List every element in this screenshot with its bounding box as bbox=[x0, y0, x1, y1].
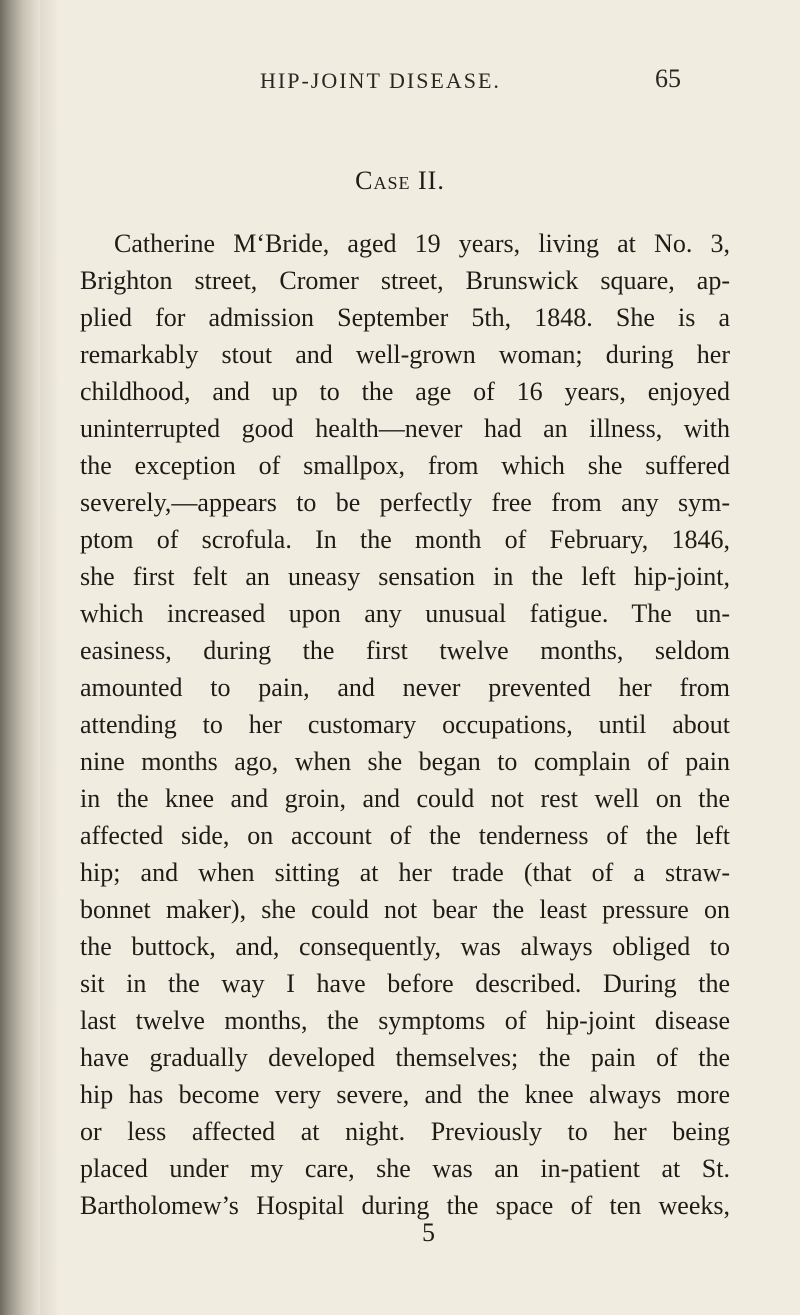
signature-mark: 5 bbox=[422, 1218, 435, 1247]
text-line: Bartholomew’s Hospital during the space of ten weeks, bbox=[80, 1191, 730, 1220]
text-line: uninterrupted good health—never had an illness, with bbox=[80, 414, 730, 443]
page-gutter-shadow bbox=[40, 0, 60, 1315]
text-line: sit in the way I have before described. During the bbox=[80, 969, 730, 998]
text-line: placed under my care, she was an in-patient at St. bbox=[80, 1154, 730, 1183]
text-line: affected side, on account of the tenderness of the left bbox=[80, 821, 730, 850]
running-head bbox=[80, 58, 800, 98]
text-line: have gradually developed themselves; the pain of the bbox=[80, 1043, 730, 1072]
running-title: HIP-JOINT DISEASE. bbox=[260, 68, 501, 93]
text-line: nine months ago, when she began to complain of pain bbox=[80, 747, 730, 776]
text-line: bonnet maker), she could not bear the least pressure on bbox=[80, 895, 730, 924]
text-line: Brighton street, Cromer street, Brunswick square, ap- bbox=[80, 266, 730, 295]
text-line: the exception of smallpox, from which she suffered bbox=[80, 451, 730, 480]
text-line: the buttock, and, consequently, was always obliged to bbox=[80, 932, 730, 961]
text-line: which increased upon any unusual fatigue. The un- bbox=[80, 599, 730, 628]
text-line: in the knee and groin, and could not rest well on the bbox=[80, 784, 730, 813]
text-line: plied for admission September 5th, 1848. She is a bbox=[80, 303, 730, 332]
case-heading: Case II. bbox=[355, 166, 445, 195]
text-line: or less affected at night. Previously to her being bbox=[80, 1117, 730, 1146]
text-line: ptom of scrofula. In the month of February, 1846, bbox=[80, 525, 730, 554]
page-binding-edge bbox=[0, 0, 40, 1315]
text-line: hip has become very severe, and the knee always more bbox=[80, 1080, 730, 1109]
body-text bbox=[80, 225, 730, 1224]
text-line: attending to her customary occupations, until about bbox=[80, 710, 730, 739]
text-line: remarkably stout and well-grown woman; during her bbox=[80, 340, 730, 369]
text-line: amounted to pain, and never prevented her from bbox=[80, 673, 730, 702]
page-number: 65 bbox=[655, 64, 681, 93]
text-line: severely,—appears to be perfectly free from any sym- bbox=[80, 488, 730, 517]
text-line: childhood, and up to the age of 16 years, enjoyed bbox=[80, 377, 730, 406]
text-line: Catherine M‘Bride, aged 19 years, living at No. 3, bbox=[114, 229, 730, 258]
text-line: she first felt an uneasy sensation in the left hip-joint, bbox=[80, 562, 730, 591]
text-line: last twelve months, the symptoms of hip-joint disease bbox=[80, 1006, 730, 1035]
text-line: easiness, during the first twelve months, seldom bbox=[80, 636, 730, 665]
text-line: hip; and when sitting at her trade (that of a straw- bbox=[80, 858, 730, 887]
